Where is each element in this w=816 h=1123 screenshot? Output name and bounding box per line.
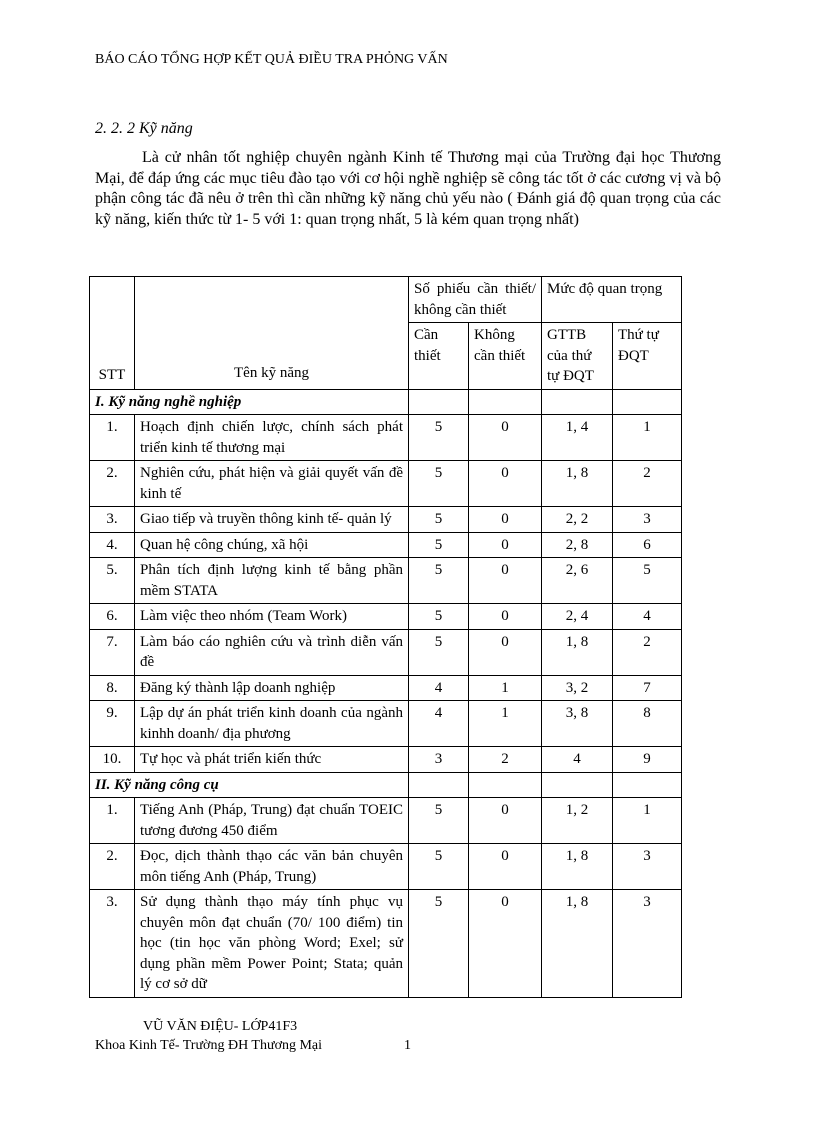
row-no-need-count: 0	[469, 890, 542, 998]
row-stt: 3.	[90, 507, 135, 533]
row-skill-name: Giao tiếp và truyền thông kinh tế- quản lý	[135, 507, 409, 533]
table-row	[90, 747, 682, 773]
table-row	[90, 844, 682, 890]
row-no-need-count: 0	[469, 532, 542, 558]
header-stt: STT	[90, 277, 135, 390]
row-gttb: 1, 8	[542, 461, 613, 507]
row-need-count: 5	[409, 798, 469, 844]
row-need-count: 3	[409, 747, 469, 773]
row-gttb: 2, 8	[542, 532, 613, 558]
row-rank: 9	[613, 747, 682, 773]
section-row	[90, 772, 682, 798]
row-skill-name: Quan hệ công chúng, xã hội	[135, 532, 409, 558]
row-no-need-count: 0	[469, 461, 542, 507]
row-rank: 3	[613, 890, 682, 998]
header-skill-name: Tên kỹ năng	[135, 277, 409, 390]
row-need-count: 5	[409, 415, 469, 461]
section-title-cell: I. Kỹ năng nghề nghiệp	[90, 389, 409, 415]
row-stt: 1.	[90, 415, 135, 461]
intro-paragraph: Là cử nhân tốt nghiệp chuyên ngành Kinh tế Thương mại của Trường đại học Thương Mại, để đáp ứng các mục tiêu đào tạo với cơ hội nghề nghiệp sẽ công tác tốt ở các cương vị và bộ phận công tác đã nêu ở trên thì cần những kỹ năng chủ yếu nào ( Đánh giá độ quan trọng của các kỹ năng, kiến thức từ 1- 5 với 1: quan trọng nhất, 5 là kém quan trọng nhất)	[95, 149, 721, 228]
row-rank: 8	[613, 701, 682, 747]
table-header-row	[90, 277, 682, 323]
row-gttb: 4	[542, 747, 613, 773]
row-need-count: 4	[409, 675, 469, 701]
row-skill-name: Tự học và phát triển kiến thức	[135, 747, 409, 773]
header-rank: Thứ tự ĐQT	[613, 323, 682, 390]
header-gttb: GTTB của thứ tự ĐQT	[542, 323, 613, 390]
empty-cell	[613, 389, 682, 415]
table-row	[90, 532, 682, 558]
row-skill-name: Nghiên cứu, phát hiện và giải quyết vấn đề kinh tế	[135, 461, 409, 507]
row-gttb: 2, 2	[542, 507, 613, 533]
empty-cell	[409, 389, 469, 415]
row-no-need-count: 0	[469, 558, 542, 604]
table-row	[90, 798, 682, 844]
row-stt: 6.	[90, 604, 135, 630]
row-skill-name: Phân tích định lượng kinh tế bằng phần mềm STATA	[135, 558, 409, 604]
row-no-need-count: 1	[469, 701, 542, 747]
row-rank: 3	[613, 507, 682, 533]
table-row	[90, 701, 682, 747]
row-need-count: 5	[409, 507, 469, 533]
table-row	[90, 507, 682, 533]
row-rank: 2	[613, 461, 682, 507]
row-skill-name: Sử dụng thành thạo máy tính phục vụ chuyên môn đạt chuẩn (70/ 100 điểm) tin học (tin học văn phòng Word; Exel; sử dụng phần mềm Power Point; Stata; quản lý cơ sở dữ	[135, 890, 409, 998]
header-group-need: Số phiếu cần thiết/ không cần thiết	[409, 277, 542, 323]
row-no-need-count: 1	[469, 675, 542, 701]
row-skill-name: Đọc, dịch thành thạo các văn bản chuyên môn tiếng Anh (Pháp, Trung)	[135, 844, 409, 890]
row-skill-name: Làm báo cáo nghiên cứu và trình diễn vấn đề	[135, 629, 409, 675]
table-row	[90, 461, 682, 507]
row-stt: 7.	[90, 629, 135, 675]
skills-table	[89, 276, 682, 998]
row-stt: 5.	[90, 558, 135, 604]
row-skill-name: Đăng ký thành lập doanh nghiệp	[135, 675, 409, 701]
row-rank: 7	[613, 675, 682, 701]
row-need-count: 5	[409, 604, 469, 630]
row-no-need-count: 2	[469, 747, 542, 773]
empty-cell	[613, 772, 682, 798]
row-skill-name: Tiếng Anh (Pháp, Trung) đạt chuẩn TOEIC tương đương 450 điểm	[135, 798, 409, 844]
row-no-need-count: 0	[469, 844, 542, 890]
row-gttb: 2, 4	[542, 604, 613, 630]
row-stt: 3.	[90, 890, 135, 998]
row-rank: 3	[613, 844, 682, 890]
row-rank: 1	[613, 415, 682, 461]
empty-cell	[542, 772, 613, 798]
row-stt: 2.	[90, 844, 135, 890]
row-gttb: 1, 8	[542, 629, 613, 675]
row-need-count: 5	[409, 629, 469, 675]
row-need-count: 4	[409, 701, 469, 747]
row-need-count: 5	[409, 558, 469, 604]
empty-cell	[542, 389, 613, 415]
row-stt: 10.	[90, 747, 135, 773]
row-gttb: 1, 8	[542, 890, 613, 998]
row-need-count: 5	[409, 890, 469, 998]
page-number: 1	[404, 1038, 411, 1053]
row-no-need-count: 0	[469, 415, 542, 461]
row-gttb: 3, 2	[542, 675, 613, 701]
section-title-cell: II. Kỹ năng công cụ	[90, 772, 409, 798]
row-no-need-count: 0	[469, 507, 542, 533]
row-no-need-count: 0	[469, 604, 542, 630]
row-no-need-count: 0	[469, 629, 542, 675]
table-row	[90, 675, 682, 701]
row-stt: 4.	[90, 532, 135, 558]
page-header: BÁO CÁO TỔNG HỢP KẾT QUẢ ĐIỀU TRA PHỎNG VẤN	[95, 52, 448, 67]
row-rank: 4	[613, 604, 682, 630]
header-group-importance: Mức độ quan trọng	[542, 277, 682, 323]
row-stt: 2.	[90, 461, 135, 507]
section-row	[90, 389, 682, 415]
section-title: 2. 2. 2 Kỹ năng	[95, 120, 193, 137]
row-stt: 8.	[90, 675, 135, 701]
row-skill-name: Làm việc theo nhóm (Team Work)	[135, 604, 409, 630]
table-row	[90, 558, 682, 604]
row-skill-name: Hoạch định chiến lược, chính sách phát triển kinh tế thương mại	[135, 415, 409, 461]
row-rank: 1	[613, 798, 682, 844]
row-no-need-count: 0	[469, 798, 542, 844]
row-gttb: 3, 8	[542, 701, 613, 747]
row-gttb: 2, 6	[542, 558, 613, 604]
row-skill-name: Lập dự án phát triển kinh doanh của ngành kinhh doanh/ địa phương	[135, 701, 409, 747]
header-need: Cần thiết	[409, 323, 469, 390]
row-need-count: 5	[409, 461, 469, 507]
row-gttb: 1, 8	[542, 844, 613, 890]
empty-cell	[409, 772, 469, 798]
table-row	[90, 629, 682, 675]
footer-school: Khoa Kinh Tế- Trường ĐH Thương Mại	[95, 1038, 323, 1053]
row-need-count: 5	[409, 532, 469, 558]
row-stt: 1.	[90, 798, 135, 844]
empty-cell	[469, 772, 542, 798]
table-row	[90, 890, 682, 998]
row-rank: 5	[613, 558, 682, 604]
header-no-need: Không cần thiết	[469, 323, 542, 390]
footer-author: VŨ VĂN ĐIỆU- LỚP41F3	[143, 1019, 298, 1034]
row-gttb: 1, 4	[542, 415, 613, 461]
row-gttb: 1, 2	[542, 798, 613, 844]
row-stt: 9.	[90, 701, 135, 747]
table-row	[90, 604, 682, 630]
empty-cell	[469, 389, 542, 415]
table-row	[90, 415, 682, 461]
row-rank: 2	[613, 629, 682, 675]
row-rank: 6	[613, 532, 682, 558]
row-need-count: 5	[409, 844, 469, 890]
